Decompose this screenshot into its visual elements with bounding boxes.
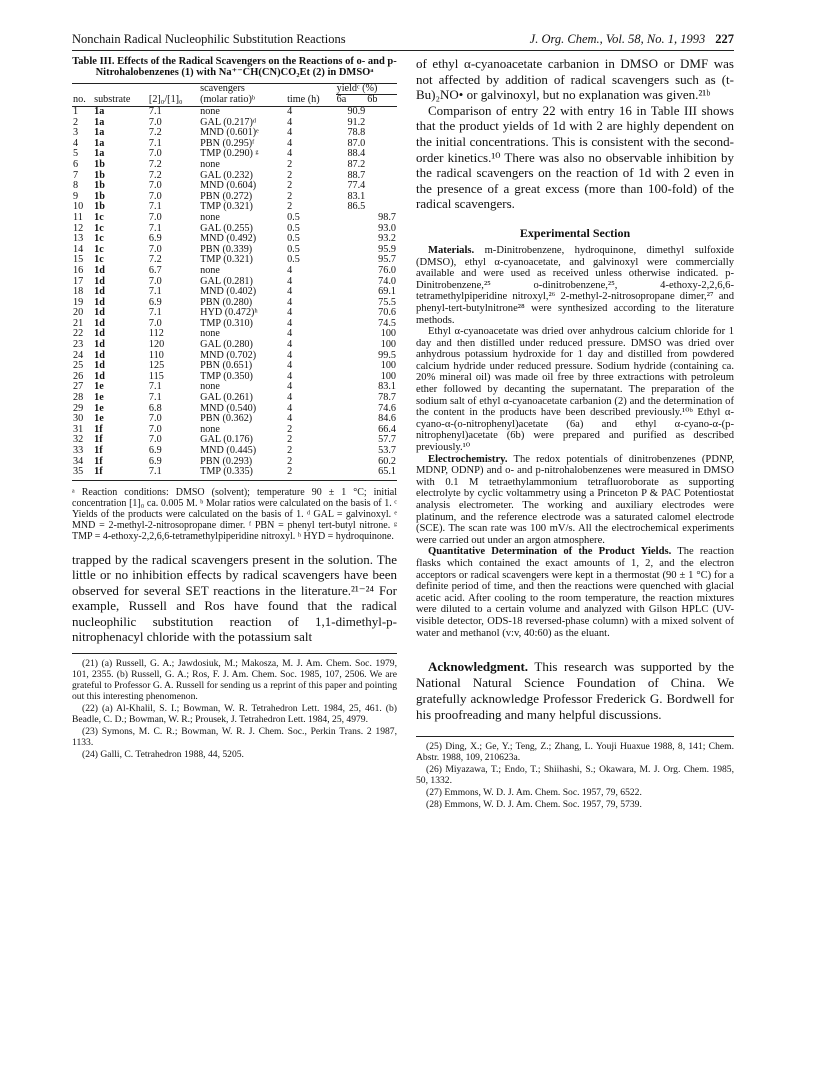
cell-scavenger: TMP (0.310) bbox=[200, 317, 253, 329]
electrochemistry-paragraph: Electrochemistry. The redox potentials of dinitrobenzenes (PDNP, MDNP, ODNP) and o- and p-nitrohalobenzenes were measured in DMSO with 0.1 M tetraethylammonium tetrafluoroborate as supporting electrolyte by cyclic voltammetry using a Princeton P & PAC Potentiostat analysis electrometer. The working and auxiliary electrodes were platinum, and the reference electrode was a saturated calomel electrode (SCE). The scan rate was 100 mV/s. All the electrochemical experiments were carried out under an argon atmosphere. bbox=[416, 453, 734, 546]
cell-yield-6a: 88.7 bbox=[347, 169, 366, 181]
cell-scavenger: PBN (0.293) bbox=[200, 455, 253, 467]
cell-no: 10 bbox=[73, 201, 84, 213]
table-row bbox=[72, 319, 397, 330]
cell-time: 4 bbox=[287, 286, 293, 298]
cell-time: 2 bbox=[287, 190, 293, 202]
running-header: Nonchain Radical Nucleophilic Substitution Reactions bbox=[72, 32, 346, 46]
cell-time: 2 bbox=[287, 169, 293, 181]
cell-substrate: 1b bbox=[94, 180, 105, 192]
cell-substrate: 1f bbox=[94, 423, 103, 435]
cell-ratio: 7.1 bbox=[148, 286, 162, 298]
cell-scavenger: TMP (0.350) bbox=[200, 370, 253, 382]
cell-substrate: 1b bbox=[94, 158, 105, 170]
cell-ratio: 7.2 bbox=[148, 127, 162, 139]
cell-ratio: 7.0 bbox=[148, 413, 162, 425]
cell-ratio: 110 bbox=[148, 349, 164, 361]
cell-yield-6a bbox=[336, 414, 367, 425]
cell-time: 4 bbox=[287, 264, 293, 276]
col-ratio: [2]₀/[1]₀ bbox=[148, 94, 183, 106]
cell-substrate: 1f bbox=[94, 445, 103, 456]
cell-scavenger: PBN (0.272) bbox=[200, 190, 253, 202]
cell-yield-6a bbox=[336, 329, 367, 340]
col-yield: yieldᶜ (%) bbox=[336, 83, 397, 95]
cell-scavenger: MND (0.604) bbox=[200, 180, 257, 192]
header-rule bbox=[72, 50, 734, 51]
cell-scavenger: GAL (0.281) bbox=[200, 275, 253, 287]
cell-ratio: 7.0 bbox=[148, 211, 162, 223]
cell-time: 4 bbox=[287, 317, 293, 329]
cell-yield-6a: 78.8 bbox=[347, 127, 366, 139]
cell-yield-6a: 83.1 bbox=[347, 190, 366, 202]
cell-scavenger: TMP (0.335) bbox=[200, 466, 253, 478]
cell-no: 26 bbox=[73, 370, 84, 382]
cell-ratio: 7.0 bbox=[148, 180, 162, 192]
table-row bbox=[72, 255, 397, 266]
intro-paragraph-2: Comparison of entry 22 with entry 16 in Table III shows that the product yields of 1d with 2 are highly dependent on the initial concentrations. This is consistent with the second-order kinetics.¹⁰ There was also no observable inhibition by the radical scavengers on the reaction of 1d with 2 even in the presence of a great excess (more than 100-fold) of the radical scavengers. bbox=[416, 102, 734, 212]
cell-no: 19 bbox=[73, 296, 84, 308]
cell-no: 18 bbox=[73, 286, 84, 298]
table-row bbox=[72, 414, 397, 425]
cell-scavenger: none bbox=[200, 328, 220, 340]
reference: (28) Emmons, W. D. J. Am. Chem. Soc. 1957, 79, 5739. bbox=[426, 799, 642, 811]
cell-time: 4 bbox=[287, 392, 293, 404]
cell-no: 35 bbox=[73, 466, 84, 478]
cell-substrate: 1c bbox=[94, 254, 104, 266]
cell-no: 8 bbox=[73, 180, 79, 192]
cell-yield-6a bbox=[336, 372, 367, 383]
cell-ratio: 7.1 bbox=[148, 392, 162, 404]
cell-scavenger: TMP (0.321) bbox=[200, 254, 253, 266]
cell-scavenger: GAL (0.255) bbox=[200, 222, 253, 234]
cell-yield-6b bbox=[366, 139, 397, 150]
cell-yield-6a bbox=[336, 457, 367, 468]
cell-scavenger: MND (0.601)ᵉ bbox=[200, 127, 259, 139]
cell-substrate: 1c bbox=[94, 211, 104, 223]
reference: (25) Ding, X.; Ge, Y.; Teng, Z.; Zhang, L. Youji Huaxue 1988, 8, 141; Chem. Abstr. 1988, 109, 210623a. bbox=[416, 741, 734, 764]
cell-ratio: 7.0 bbox=[148, 317, 162, 329]
cell-no: 11 bbox=[73, 211, 83, 223]
cell-yield-6b: 83.1 bbox=[378, 381, 396, 393]
cell-yield-6b: 65.1 bbox=[378, 466, 396, 478]
cell-time: 4 bbox=[287, 413, 293, 425]
cell-yield-6b: 100 bbox=[380, 370, 396, 382]
col-substrate: substrate bbox=[94, 94, 131, 106]
cell-yield-6b: 99.5 bbox=[378, 349, 396, 361]
cell-yield-6a: 91.2 bbox=[347, 116, 366, 128]
cell-time: 2 bbox=[287, 434, 293, 446]
cell-ratio: 7.0 bbox=[148, 275, 162, 287]
col-time: time (h) bbox=[287, 94, 320, 106]
cell-scavenger: PBN (0.295)ᶠ bbox=[200, 137, 255, 149]
cell-ratio: 7.2 bbox=[148, 158, 162, 170]
cell-yield-6a: 90.9 bbox=[347, 106, 366, 117]
cell-no: 4 bbox=[73, 137, 79, 149]
cell-yield-6a: 87.2 bbox=[347, 158, 366, 170]
cell-scavenger: none bbox=[200, 106, 220, 117]
cell-substrate: 1a bbox=[94, 127, 105, 139]
cell-yield-6b bbox=[366, 118, 397, 129]
cell-scavenger: HYD (0.472)ʰ bbox=[200, 307, 258, 319]
cell-substrate: 1d bbox=[94, 339, 105, 351]
cell-no: 23 bbox=[73, 339, 84, 351]
cell-yield-6a bbox=[336, 446, 367, 457]
cell-yield-6b: 66.4 bbox=[378, 423, 396, 435]
cell-no: 6 bbox=[73, 158, 79, 170]
cell-no: 7 bbox=[73, 169, 79, 181]
cell-substrate: 1c bbox=[94, 222, 104, 234]
cell-time: 2 bbox=[287, 455, 293, 467]
cell-no: 14 bbox=[73, 243, 84, 255]
cell-ratio: 125 bbox=[148, 360, 165, 372]
cell-substrate: 1b bbox=[94, 190, 105, 202]
cell-no: 12 bbox=[73, 222, 84, 234]
cell-substrate: 1d bbox=[94, 317, 105, 329]
cell-scavenger: TMP (0.290) ᵍ bbox=[200, 148, 259, 160]
cell-no: 5 bbox=[73, 148, 79, 160]
reference: (27) Emmons, W. D. J. Am. Chem. Soc. 1957, 79, 6522. bbox=[426, 787, 642, 799]
cell-yield-6a bbox=[336, 277, 367, 288]
cell-no: 22 bbox=[73, 328, 84, 340]
col-scavengers-sub: (molar ratio)ᵇ bbox=[200, 94, 256, 106]
cell-no: 13 bbox=[73, 233, 84, 245]
cell-no: 27 bbox=[73, 381, 84, 393]
cell-scavenger: MND (0.702) bbox=[200, 349, 257, 361]
cell-substrate: 1e bbox=[94, 413, 104, 425]
cell-yield-6a bbox=[336, 224, 367, 235]
cell-yield-6a bbox=[336, 382, 367, 393]
cell-substrate: 1b bbox=[94, 201, 105, 213]
cell-time: 4 bbox=[287, 381, 293, 393]
table-row bbox=[72, 266, 397, 277]
cell-ratio: 6.9 bbox=[148, 296, 162, 308]
cell-ratio: 6.7 bbox=[148, 264, 162, 276]
cell-ratio: 6.9 bbox=[148, 233, 162, 245]
cell-time: 4 bbox=[287, 137, 293, 149]
cell-no: 1 bbox=[73, 106, 79, 117]
cell-yield-6a: 88.4 bbox=[347, 148, 366, 160]
cell-yield-6a bbox=[336, 340, 367, 351]
cell-scavenger: MND (0.492) bbox=[200, 233, 257, 245]
cell-yield-6b: 95.7 bbox=[378, 254, 396, 266]
cell-yield-6a bbox=[336, 404, 367, 415]
cell-no: 21 bbox=[73, 317, 84, 329]
cell-yield-6b bbox=[366, 149, 397, 160]
cell-scavenger: GAL (0.280) bbox=[200, 339, 253, 351]
cell-no: 33 bbox=[73, 445, 84, 456]
table-row bbox=[72, 467, 397, 478]
cell-ratio: 6.8 bbox=[148, 402, 162, 414]
left-body-text: trapped by the radical scavengers present in the solution. The little or no inhibition effects by radical scavengers have been observed for several SET reactions in the literature.²¹⁻²⁴ For example, Russell and Ros have found that the radical nucleophilic substitution reaction of 1,1-dimethyl-p-nitrophenacyl chloride with the potassium salt bbox=[72, 551, 397, 645]
cell-no: 20 bbox=[73, 307, 84, 319]
cell-substrate: 1e bbox=[94, 381, 104, 393]
left-references bbox=[72, 653, 397, 760]
section-title: Experimental Section bbox=[519, 225, 631, 240]
cell-time: 4 bbox=[287, 349, 293, 361]
intro-paragraph-1: of ethyl α-cyanoacetate carbanion in DMSO or DMF was not affected by addition of radical scavengers such as (t-Bu)₂NO• or galvinoxyl, but no explanation was given.²¹ᵇ bbox=[416, 56, 734, 103]
reference: (22) (a) Al-Khalil, S. I.; Bowman, W. R. Tetrahedron Lett. 1984, 25, 461. (b) Beadle, C. D.; Bowman, W. R.; Prousek, J. Tetrahedron Lett. 1984, 25, 4979. bbox=[72, 702, 397, 725]
cell-substrate: 1d bbox=[94, 286, 105, 298]
col-no: no. bbox=[73, 94, 86, 106]
cell-yield-6b: 84.6 bbox=[378, 413, 396, 425]
cell-yield-6b: 74.0 bbox=[378, 275, 396, 287]
cell-yield-6a: 87.0 bbox=[347, 137, 366, 149]
cell-ratio: 7.0 bbox=[148, 148, 162, 160]
cell-scavenger: GAL (0.217)ᵈ bbox=[200, 116, 257, 128]
cell-no: 28 bbox=[73, 392, 84, 404]
cell-ratio: 7.2 bbox=[148, 169, 162, 181]
cell-yield-6b: 60.2 bbox=[378, 455, 396, 467]
cell-scavenger: none bbox=[200, 264, 220, 276]
table-caption: Table III. Effects of the Radical Scavengers on the Reactions of o- and p-Nitrohalobenzenes (1) with Na⁺⁻CH(CN)CO₂Et (2) in DMSOᵃ bbox=[72, 56, 397, 79]
cell-scavenger: none bbox=[200, 158, 220, 170]
cell-yield-6a: 86.5 bbox=[347, 201, 366, 213]
reference: (23) Symons, M. C. R.; Bowman, W. R. J. Chem. Soc., Perkin Trans. 2 1987, 1133. bbox=[72, 725, 397, 748]
cell-yield-6b bbox=[366, 128, 397, 139]
cell-time: 2 bbox=[287, 423, 293, 435]
cell-substrate: 1f bbox=[94, 455, 103, 467]
cell-no: 24 bbox=[73, 349, 84, 361]
right-references bbox=[416, 736, 734, 810]
cell-yield-6a bbox=[336, 393, 367, 404]
cell-time: 0.5 bbox=[287, 211, 300, 223]
cell-ratio: 7.0 bbox=[148, 116, 162, 128]
cell-yield-6a bbox=[336, 213, 367, 224]
cell-ratio: 7.2 bbox=[148, 254, 162, 266]
cell-yield-6b: 78.7 bbox=[378, 392, 396, 404]
cell-substrate: 1e bbox=[94, 392, 104, 404]
cell-yield-6a bbox=[336, 361, 367, 372]
cell-scavenger: PBN (0.339) bbox=[200, 243, 253, 255]
cell-no: 34 bbox=[73, 455, 84, 467]
cell-no: 17 bbox=[73, 275, 84, 287]
cell-yield-6a bbox=[336, 287, 367, 298]
cell-time: 4 bbox=[287, 307, 293, 319]
cell-substrate: 1e bbox=[94, 402, 104, 414]
cell-time: 4 bbox=[287, 339, 293, 351]
cell-yield-6b bbox=[366, 181, 397, 192]
cell-yield-6b: 100 bbox=[380, 339, 396, 351]
cell-no: 16 bbox=[73, 264, 84, 276]
cell-ratio: 7.1 bbox=[148, 106, 162, 117]
cell-yield-6a bbox=[336, 298, 367, 309]
cell-time: 4 bbox=[287, 116, 293, 128]
cell-substrate: 1d bbox=[94, 296, 105, 308]
cell-ratio: 115 bbox=[148, 370, 164, 382]
cell-time: 0.5 bbox=[287, 254, 300, 266]
cell-yield-6b: 98.7 bbox=[378, 211, 396, 223]
cell-yield-6a bbox=[336, 245, 367, 256]
cell-yield-6a bbox=[336, 308, 367, 319]
cell-ratio: 7.0 bbox=[148, 423, 162, 435]
cell-ratio: 6.9 bbox=[148, 445, 162, 456]
quantitative-paragraph: Quantitative Determination of the Product Yields. The reaction flasks which contained the exact amounts of 1, 2, and the electron acceptors or radical scavengers were kept in a thermostat (90 ± 1 °C) for a definite period of time, and then the reactions were quenched with glacial acetic acid. After cooling to the room temperature, the reaction mixtures were diluted to a certain volume and analyzed with Gilson HPLC (UV-visible detector, ODS-18 reversed-phase column) with a mixed solvent of water and methanol (v:v, 40:60) as the eluant. bbox=[416, 546, 734, 639]
cell-no: 29 bbox=[73, 402, 84, 414]
cell-substrate: 1d bbox=[94, 275, 105, 287]
cell-yield-6a bbox=[336, 266, 367, 277]
reference: (24) Galli, C. Tetrahedron 1988, 44, 5205. bbox=[82, 748, 244, 760]
page-number: 227 bbox=[715, 32, 734, 46]
cell-ratio: 7.1 bbox=[148, 137, 162, 149]
cell-yield-6b: 75.5 bbox=[378, 296, 396, 308]
cell-ratio: 7.1 bbox=[148, 466, 162, 478]
table-body bbox=[72, 107, 397, 478]
col-6a: 6a bbox=[336, 94, 347, 106]
cell-substrate: 1a bbox=[94, 116, 105, 128]
cell-yield-6a bbox=[336, 234, 367, 245]
cell-no: 25 bbox=[73, 360, 84, 372]
cell-time: 0.5 bbox=[287, 222, 300, 234]
cell-substrate: 1f bbox=[94, 434, 103, 446]
table-row bbox=[72, 213, 397, 224]
reference: (26) Miyazawa, T.; Endo, T.; Shiihashi, S.; Okawara, M. J. Org. Chem. 1985, 50, 1332. bbox=[416, 764, 734, 787]
cell-time: 2 bbox=[287, 201, 293, 213]
cell-scavenger: GAL (0.176) bbox=[200, 434, 253, 446]
cell-yield-6b: 69.1 bbox=[378, 286, 396, 298]
right-column bbox=[416, 56, 734, 811]
cell-time: 2 bbox=[287, 466, 293, 478]
reference: (21) (a) Russell, G. A.; Jawdosiuk, M.; Makosza, M. J. Am. Chem. Soc. 1979, 101, 2355. (b) Russell, G. A.; Ros, F. J. Am. Chem. Soc. 1985, 107, 2506. We are grateful to Professor G. A. Russell for sending us a reprint of this paper and pointing out this interesting phenomenon. bbox=[72, 657, 397, 702]
table-row bbox=[72, 107, 397, 118]
cell-yield-6b: 93.2 bbox=[378, 233, 396, 245]
journal-citation: J. Org. Chem., Vol. 58, No. 1, 1993 227 bbox=[529, 32, 734, 46]
cell-substrate: 1d bbox=[94, 360, 105, 372]
cell-ratio: 112 bbox=[148, 328, 164, 340]
cell-time: 2 bbox=[287, 445, 293, 456]
cell-substrate: 1d bbox=[94, 328, 105, 340]
cell-scavenger: none bbox=[200, 381, 220, 393]
cell-substrate: 1b bbox=[94, 169, 105, 181]
cell-scavenger: TMP (0.321) bbox=[200, 201, 253, 213]
cell-ratio: 7.0 bbox=[148, 190, 162, 202]
cell-ratio: 7.1 bbox=[148, 381, 162, 393]
cell-yield-6b: 74.5 bbox=[378, 317, 396, 329]
cell-scavenger: PBN (0.280) bbox=[200, 296, 253, 308]
cell-ratio: 120 bbox=[148, 339, 165, 351]
table-row bbox=[72, 202, 397, 213]
cell-ratio: 7.1 bbox=[148, 222, 162, 234]
cell-substrate: 1c bbox=[94, 233, 104, 245]
cell-no: 3 bbox=[73, 127, 79, 139]
col-6b: 6b bbox=[367, 94, 378, 106]
cell-no: 32 bbox=[73, 434, 84, 446]
cell-yield-6a bbox=[336, 351, 367, 362]
cell-time: 0.5 bbox=[287, 243, 300, 255]
cell-scavenger: PBN (0.651) bbox=[200, 360, 253, 372]
cell-substrate: 1c bbox=[94, 243, 104, 255]
cell-ratio: 7.1 bbox=[148, 201, 162, 213]
cell-yield-6b: 93.0 bbox=[378, 222, 396, 234]
cell-time: 2 bbox=[287, 158, 293, 170]
cell-ratio: 7.0 bbox=[148, 243, 162, 255]
cell-yield-6a bbox=[336, 255, 367, 266]
cell-time: 4 bbox=[287, 106, 293, 117]
cell-substrate: 1d bbox=[94, 370, 105, 382]
cell-time: 4 bbox=[287, 296, 293, 308]
col-scavengers: scavengers bbox=[200, 83, 245, 95]
cell-yield-6b: 57.7 bbox=[378, 434, 396, 446]
cell-yield-6b: 70.6 bbox=[378, 307, 396, 319]
left-column bbox=[72, 56, 397, 761]
cell-yield-6b bbox=[366, 107, 397, 118]
cell-time: 4 bbox=[287, 328, 293, 340]
cell-ratio: 6.9 bbox=[148, 455, 162, 467]
cell-no: 9 bbox=[73, 190, 79, 202]
cell-scavenger: MND (0.540) bbox=[200, 402, 257, 414]
cell-time: 0.5 bbox=[287, 233, 300, 245]
cell-substrate: 1a bbox=[94, 106, 105, 117]
cell-yield-6a bbox=[336, 435, 367, 446]
cell-ratio: 7.1 bbox=[148, 307, 162, 319]
cell-substrate: 1d bbox=[94, 307, 105, 319]
cell-time: 4 bbox=[287, 127, 293, 139]
cell-substrate: 1d bbox=[94, 264, 105, 276]
cell-scavenger: GAL (0.261) bbox=[200, 392, 253, 404]
cell-substrate: 1f bbox=[94, 466, 103, 478]
cell-time: 4 bbox=[287, 370, 293, 382]
cell-yield-6b: 100 bbox=[380, 328, 396, 340]
cell-substrate: 1a bbox=[94, 148, 105, 160]
table-row bbox=[72, 446, 397, 457]
cell-substrate: 1a bbox=[94, 137, 105, 149]
cell-yield-6b: 74.6 bbox=[378, 402, 396, 414]
cell-yield-6b: 95.9 bbox=[378, 243, 396, 255]
cell-scavenger: MND (0.402) bbox=[200, 286, 257, 298]
materials-paragraph-2: Ethyl α-cyanoacetate was dried over anhydrous calcium chloride for 1 day and then distilled under reduced pressure. DMSO was dried over anhydrous potassium hydroxide for 1 day and distilled from powdered calcium hydride under reduced pressure. Sodium hydride (containing ca. 20% mineral oil) was made oil free by three extractions with petroleum ether followed by decanting the supernatant. The preparation of the sodium salt of ethyl α-cyanoacetate carbanion (2) and the determination of the content in the products have been described previously.¹⁰ᵇ Ethyl α-cyano-α-(o-nitrophenyl)acetate (6a) and ethyl α-cyano-α-(p-nitrophenyl)acetate (6b) were prepared and purified as described previously.¹⁰ bbox=[416, 326, 734, 454]
table-row bbox=[72, 160, 397, 171]
cell-substrate: 1d bbox=[94, 349, 105, 361]
table-footnotes: ᵃ Reaction conditions: DMSO (solvent); temperature 90 ± 1 °C; initial concentration [1]₀ ca. 0.005 M. ᵇ Molar ratios were calculated on the basis of 1. ᶜ Yields of the products were calculated on the basis of 1. ᵈ GAL = galvinoxyl. ᵉ MND = 2-methyl-2-nitrosopropane dimer. ᶠ PBN = phenyl tert-butyl nitrone. ᵍ TMP = 4-ethoxy-2,2,6,6-tetramethylpiperidine nitroxyl. ʰ HYD = hydroquinone. bbox=[72, 486, 397, 542]
cell-scavenger: GAL (0.232) bbox=[200, 169, 253, 181]
cell-no: 31 bbox=[73, 423, 84, 435]
cell-yield-6b: 53.7 bbox=[378, 445, 396, 456]
cell-no: 2 bbox=[73, 116, 79, 128]
materials-paragraph: Materials. m-Dinitrobenzene, hydroquinone, dimethyl sulfoxide (DMSO), ethyl α-cyanoacetate, and galvinoxyl were commercially available and were used as received unless otherwise indicated. p-Dinitrobenzene,²⁵ o-dinitrobenzene,²⁵, 4-ethoxy-2,2,6,6-tetramethylpiperidine nitroxyl,²⁶ 2-methyl-2-nitrosopropane dimer,²⁷ and phenyl-tert-butylnitrone²⁸ were synthesized according to the literature methods. bbox=[416, 244, 734, 326]
cell-time: 4 bbox=[287, 275, 293, 287]
cell-yield-6a: 77.4 bbox=[347, 180, 366, 192]
cell-scavenger: none bbox=[200, 423, 220, 435]
cell-yield-6b bbox=[366, 160, 397, 171]
cell-yield-6a bbox=[336, 425, 367, 436]
cell-time: 4 bbox=[287, 402, 293, 414]
cell-time: 4 bbox=[287, 360, 293, 372]
table-row bbox=[72, 372, 397, 383]
cell-no: 15 bbox=[73, 254, 84, 266]
cell-yield-6a bbox=[336, 319, 367, 330]
cell-yield-6a bbox=[336, 467, 367, 478]
cell-scavenger: PBN (0.362) bbox=[200, 413, 253, 425]
cell-yield-6b: 100 bbox=[380, 360, 396, 372]
cell-no: 30 bbox=[73, 413, 84, 425]
cell-time: 2 bbox=[287, 180, 293, 192]
cell-scavenger: MND (0.445) bbox=[200, 445, 257, 456]
cell-time: 4 bbox=[287, 148, 293, 160]
results-table bbox=[72, 83, 397, 478]
cell-yield-6b bbox=[366, 171, 397, 182]
cell-ratio: 7.0 bbox=[148, 434, 162, 446]
cell-yield-6b bbox=[366, 192, 397, 203]
cell-yield-6b: 76.0 bbox=[378, 264, 396, 276]
acknowledgment: Acknowledgment. This research was supported by the National Natural Science Foundation of China. We gratefully acknowledge Professor Frederick G. Bordwell for his proofreading and many helpful discussions. bbox=[416, 659, 735, 722]
cell-scavenger: none bbox=[200, 211, 220, 223]
